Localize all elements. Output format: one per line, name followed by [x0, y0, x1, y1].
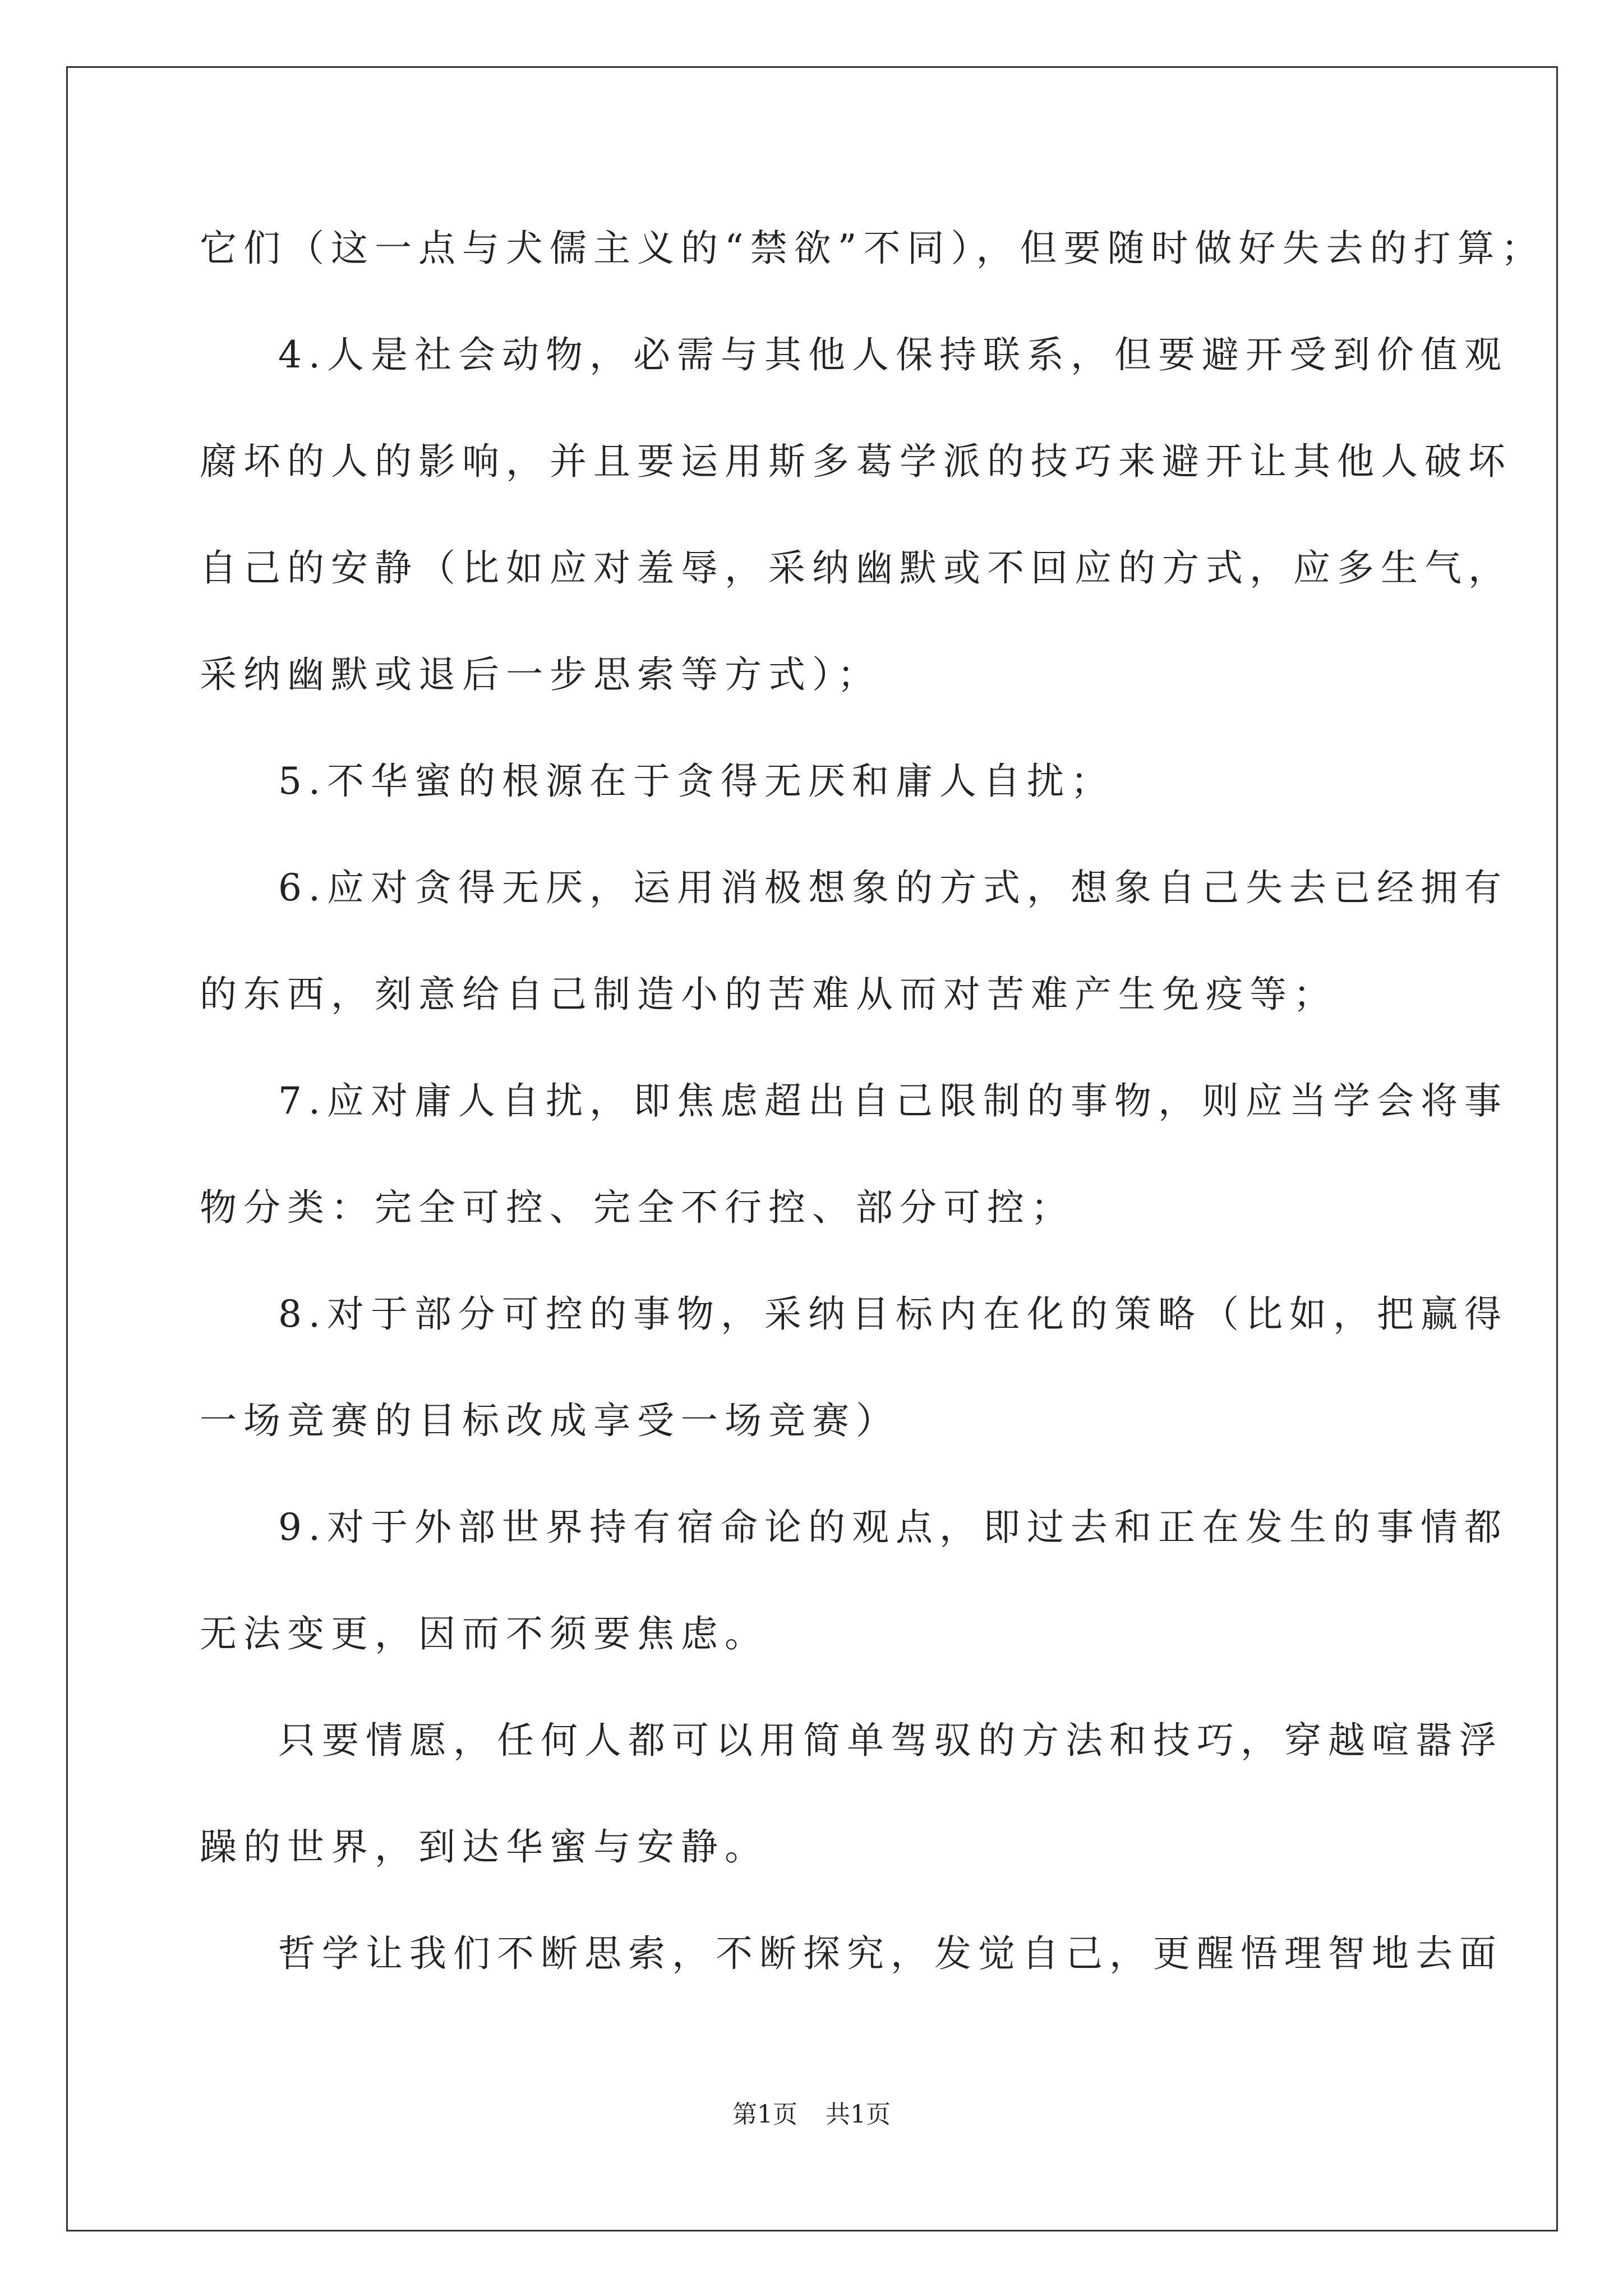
text-line: 8.对于部分可控的事物，采纳目标内在化的策略（比如，把赢得: [278, 1292, 1508, 1336]
text-line: 5.不华蜜的根源在于贪得无厌和庸人自扰；: [278, 760, 1114, 803]
text-line: 物分类：完全可控、完全不行控、部分可控；: [200, 1186, 1075, 1229]
page-footer: [0, 2094, 1623, 2130]
page-border: [66, 66, 1558, 2231]
text-line: 腐坏的人的影响，并且要运用斯多葛学派的技巧来避开让其他人破坏: [200, 440, 1512, 483]
page-number: 第1页: [732, 2100, 797, 2129]
text-line: 哲学让我们不断思索，不断探究，发觉自己，更醒悟理智地去面: [278, 1932, 1503, 1975]
text-line: 采纳幽默或退后一步思索等方式）；: [200, 653, 881, 696]
text-line: 只要情愿，任何人都可以用简单驾驭的方法和技巧，穿越喧嚣浮: [278, 1719, 1503, 1762]
text-line: 9.对于外部世界持有宿命论的观点，即过去和正在发生的事情都: [278, 1506, 1508, 1549]
text-line: 躁的世界，到达华蜜与安静。: [200, 1825, 768, 1869]
text-line: 7.应对庸人自扰，即焦虑超出自己限制的事物，则应当学会将事: [278, 1079, 1508, 1122]
text-line: 的东西，刻意给自己制造小的苦难从而对苦难产生免疫等；: [200, 973, 1337, 1016]
text-line: 无法变更，因而不须要焦虑。: [200, 1612, 768, 1655]
text-line: 6.应对贪得无厌，运用消极想象的方式，想象自己失去已经拥有: [278, 866, 1508, 909]
text-line: 自己的安静（比如应对羞辱，采纳幽默或不回应的方式，应多生气，: [200, 546, 1512, 590]
text-line: 一场竞赛的目标改成享受一场竞赛）: [200, 1399, 900, 1442]
text-line: 它们（这一点与犬儒主义的“禁欲”不同），但要随时做好失去的打算；: [200, 227, 1545, 270]
text-line: 4.人是社会动物，必需与其他人保持联系，但要避开受到价值观: [278, 333, 1508, 376]
page-total: 共1页: [826, 2100, 891, 2129]
